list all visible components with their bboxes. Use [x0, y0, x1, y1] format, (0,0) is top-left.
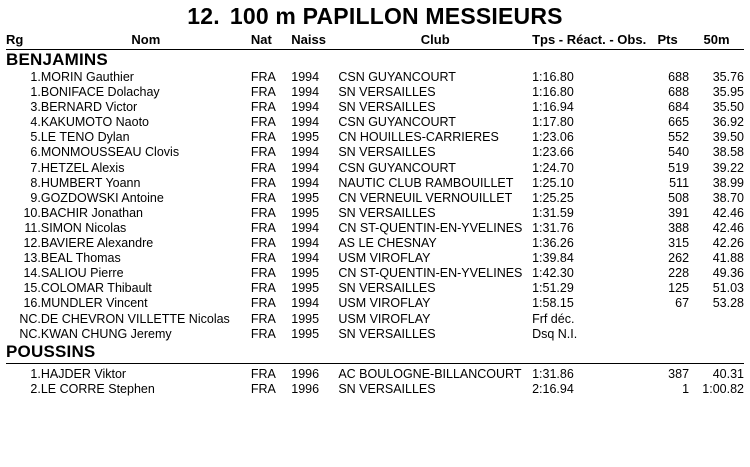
table-row	[6, 296, 744, 311]
cell-tps: 1:23.06	[532, 130, 574, 145]
cell-naiss: 1995	[291, 190, 320, 205]
cell-club: CN HOUILLES-CARRIERES	[338, 130, 499, 145]
cell-tps: 1:42.30	[532, 266, 574, 281]
cell-pts: 228	[668, 266, 690, 281]
cell-nom: BONIFACE Dolachay	[40, 85, 160, 100]
cell-club: SN VERSAILLES	[338, 85, 436, 100]
cell-pts: 1	[682, 381, 690, 396]
cell-nat: FRA	[250, 381, 276, 396]
cell-tps: 1:25.25	[532, 190, 574, 205]
cell-tps: 1:51.29	[532, 281, 574, 296]
cell-50m: 36.92	[712, 115, 744, 130]
page-title	[6, 0, 744, 32]
cell-club: CN VERNEUIL VERNOUILLET	[338, 190, 513, 205]
cell-nom: SIMON Nicolas	[40, 220, 127, 235]
cell-tps: 2:16.94	[532, 381, 574, 396]
column-header-naiss: Naiss	[291, 32, 326, 47]
table-row	[6, 382, 744, 397]
cell-club: USM VIROFLAY	[338, 251, 431, 266]
cell-50m: 35.50	[712, 100, 744, 115]
cell-tps: 1:16.94	[532, 100, 574, 115]
table-row	[6, 145, 744, 160]
cell-nom: HAJDER Viktor	[40, 366, 127, 381]
cell-nom: MONMOUSSEAU Clovis	[40, 145, 180, 160]
cell-naiss: 1996	[291, 381, 320, 396]
cell-tps: 1:31.76	[532, 220, 574, 235]
table-row	[6, 236, 744, 251]
cell-rg: 11.	[24, 220, 41, 235]
cell-tps: 1:39.84	[532, 251, 574, 266]
cell-nat: FRA	[250, 145, 276, 160]
cell-nom: HUMBERT Yoann	[40, 175, 141, 190]
table-header	[6, 32, 744, 50]
cell-naiss: 1994	[291, 115, 320, 130]
cell-50m: 39.22	[712, 160, 744, 175]
cell-50m: 42.46	[712, 205, 744, 220]
cell-club: SN VERSAILLES	[338, 326, 436, 341]
cell-nom: MUNDLER Vincent	[40, 296, 148, 311]
cell-nom: SALIOU Pierre	[40, 266, 124, 281]
cell-club: AC BOULOGNE-BILLANCOURT	[338, 366, 522, 381]
results-table	[6, 32, 744, 397]
cell-50m: 53.28	[712, 296, 744, 311]
category-label: POUSSINS	[6, 341, 96, 361]
cell-pts: 688	[668, 70, 690, 84]
cell-rg: 1.	[30, 70, 41, 84]
cell-nom: LE TENO Dylan	[40, 130, 130, 145]
table-row	[6, 176, 744, 191]
cell-rg: 13.	[23, 251, 41, 266]
cell-nat: FRA	[250, 366, 276, 381]
cell-50m: 42.26	[712, 236, 744, 251]
cell-nat: FRA	[250, 296, 276, 311]
cell-rg: 1.	[30, 85, 41, 100]
cell-50m: 35.95	[712, 85, 744, 100]
cell-pts: 508	[668, 190, 690, 205]
cell-tps: 1:58.15	[532, 296, 574, 311]
cell-club: SN VERSAILLES	[338, 100, 436, 115]
cell-nat: FRA	[250, 100, 276, 115]
table-row	[6, 115, 744, 130]
cell-naiss: 1995	[291, 205, 320, 220]
cell-nom: MORIN Gauthier	[40, 70, 134, 84]
cell-club: SN VERSAILLES	[338, 145, 436, 160]
cell-nom: LE CORRE Stephen	[40, 381, 155, 396]
cell-tps: 1:17.80	[532, 115, 574, 130]
cell-nat: FRA	[250, 220, 276, 235]
cell-rg: 4.	[30, 115, 41, 130]
column-header-50m: 50m	[703, 32, 730, 47]
cell-club: SN VERSAILLES	[338, 381, 436, 396]
cell-50m: 41.88	[712, 251, 744, 266]
cell-50m: 1:00.82	[702, 381, 744, 396]
cell-naiss: 1994	[291, 100, 320, 115]
cell-pts: 125	[668, 281, 690, 296]
cell-rg: 14.	[23, 266, 41, 281]
column-header-rg: Rg	[6, 32, 24, 47]
cell-rg: 3.	[30, 100, 41, 115]
cell-pts: 391	[668, 205, 690, 220]
cell-rg: NC.	[19, 311, 41, 326]
cell-pts	[646, 312, 689, 327]
cell-50m: 35.76	[712, 70, 744, 84]
column-header-tps: Tps - Réact. - Obs.	[532, 32, 647, 47]
cell-tps: Dsq N.I.	[532, 326, 578, 341]
cell-nat: FRA	[250, 160, 276, 175]
event-number: 12.	[187, 3, 220, 29]
cell-50m: 49.36	[712, 266, 744, 281]
cell-nom: BEAL Thomas	[40, 251, 121, 266]
table-row	[6, 130, 744, 145]
cell-50m: 40.31	[712, 366, 744, 381]
cell-pts: 519	[668, 160, 690, 175]
table-body	[6, 50, 744, 397]
cell-rg: NC.	[19, 326, 41, 341]
cell-pts	[646, 327, 689, 342]
table-row	[6, 367, 744, 382]
cell-tps: Frf déc.	[532, 311, 575, 326]
cell-nom: KWAN CHUNG Jeremy	[40, 326, 172, 341]
table-row	[6, 327, 744, 342]
cell-rg: 6.	[30, 145, 41, 160]
cell-nom: DE CHEVRON VILLETTE Nicolas	[40, 311, 230, 326]
column-header-club: Club	[420, 32, 450, 47]
cell-pts: 262	[668, 251, 690, 266]
cell-nat: FRA	[250, 266, 276, 281]
table-row	[6, 281, 744, 296]
table-row	[6, 191, 744, 206]
cell-50m	[689, 312, 744, 327]
cell-club: CN ST-QUENTIN-EN-YVELINES	[338, 266, 523, 281]
table-row	[6, 266, 744, 281]
cell-naiss: 1994	[291, 220, 320, 235]
cell-pts: 552	[668, 130, 690, 145]
cell-tps: 1:31.59	[532, 205, 574, 220]
cell-club: CN ST-QUENTIN-EN-YVELINES	[338, 220, 523, 235]
cell-rg: 1.	[30, 366, 41, 381]
table-row	[6, 251, 744, 266]
cell-club: CSN GUYANCOURT	[338, 70, 456, 84]
cell-nat: FRA	[250, 205, 276, 220]
table-row	[6, 100, 744, 115]
cell-50m: 38.99	[712, 175, 744, 190]
cell-club: SN VERSAILLES	[338, 205, 436, 220]
cell-club: NAUTIC CLUB RAMBOUILLET	[338, 175, 514, 190]
cell-pts: 665	[668, 115, 690, 130]
cell-club: USM VIROFLAY	[338, 311, 431, 326]
cell-naiss: 1994	[291, 160, 320, 175]
table-row	[6, 206, 744, 221]
category-row	[6, 50, 744, 71]
cell-naiss: 1996	[291, 366, 320, 381]
cell-naiss: 1995	[291, 266, 320, 281]
cell-nom: KAKUMOTO Naoto	[40, 115, 149, 130]
cell-tps: 1:16.80	[532, 85, 574, 100]
table-row	[6, 221, 744, 236]
cell-nat: FRA	[250, 115, 276, 130]
cell-naiss: 1995	[291, 326, 320, 341]
cell-tps: 1:23.66	[532, 145, 574, 160]
cell-nat: FRA	[250, 175, 276, 190]
cell-club: SN VERSAILLES	[338, 281, 436, 296]
cell-50m: 38.58	[712, 145, 744, 160]
column-header-nom: Nom	[131, 32, 161, 47]
cell-naiss: 1995	[291, 311, 320, 326]
cell-nat: FRA	[250, 190, 276, 205]
cell-rg: 16.	[23, 296, 41, 311]
cell-pts: 315	[668, 236, 690, 251]
cell-tps: 1:24.70	[532, 160, 574, 175]
cell-nom: BAVIERE Alexandre	[40, 236, 154, 251]
cell-nom: HETZEL Alexis	[40, 160, 125, 175]
event-title: 100 m PAPILLON MESSIEURS	[229, 3, 563, 29]
cell-pts: 688	[668, 85, 690, 100]
cell-naiss: 1994	[291, 175, 320, 190]
cell-nat: FRA	[250, 281, 276, 296]
cell-club: USM VIROFLAY	[338, 296, 431, 311]
category-row	[6, 342, 744, 362]
cell-pts: 387	[668, 366, 690, 381]
cell-nat: FRA	[250, 251, 276, 266]
cell-rg: 15.	[23, 281, 41, 296]
cell-50m: 39.50	[712, 130, 744, 145]
cell-club: AS LE CHESNAY	[338, 236, 437, 251]
cell-naiss: 1994	[291, 236, 320, 251]
table-row	[6, 85, 744, 100]
cell-nat: FRA	[250, 70, 276, 84]
cell-naiss: 1994	[291, 296, 320, 311]
cell-rg: 9.	[30, 190, 41, 205]
cell-50m: 38.70	[712, 190, 744, 205]
cell-nom: COLOMAR Thibault	[40, 281, 152, 296]
cell-nat: FRA	[250, 326, 276, 341]
cell-50m: 42.46	[712, 220, 744, 235]
cell-pts: 684	[668, 100, 690, 115]
cell-tps: 1:25.10	[532, 175, 574, 190]
cell-rg: 5.	[30, 130, 41, 145]
cell-nat: FRA	[250, 130, 276, 145]
cell-naiss: 1994	[291, 251, 320, 266]
cell-nom: BACHIR Jonathan	[40, 205, 143, 220]
cell-nat: FRA	[250, 85, 276, 100]
cell-50m	[689, 327, 744, 342]
cell-club: CSN GUYANCOURT	[338, 160, 456, 175]
cell-rg: 2.	[30, 381, 41, 396]
cell-tps: 1:16.80	[532, 70, 574, 84]
cell-nom: GOZDOWSKI Antoine	[40, 190, 164, 205]
column-header-nat: Nat	[250, 32, 272, 47]
cell-pts: 67	[675, 296, 690, 311]
category-label: BENJAMINS	[6, 50, 108, 69]
cell-pts: 388	[668, 220, 690, 235]
cell-nat: FRA	[250, 236, 276, 251]
cell-rg: 7.	[30, 160, 41, 175]
cell-tps: 1:31.86	[532, 366, 574, 381]
header-row	[6, 32, 744, 47]
cell-club: CSN GUYANCOURT	[338, 115, 456, 130]
cell-nat: FRA	[250, 311, 276, 326]
table-row	[6, 161, 744, 176]
cell-tps: 1:36.26	[532, 236, 574, 251]
cell-naiss: 1994	[291, 85, 320, 100]
cell-pts: 540	[668, 145, 690, 160]
cell-naiss: 1994	[291, 70, 320, 84]
table-row	[6, 312, 744, 327]
cell-rg: 10.	[23, 205, 41, 220]
cell-rg: 8.	[30, 175, 41, 190]
cell-pts: 511	[669, 175, 690, 190]
cell-nom: BERNARD Victor	[40, 100, 138, 115]
column-header-pts: Pts	[657, 32, 678, 47]
cell-rg: 12.	[23, 236, 41, 251]
table-row	[6, 70, 744, 85]
cell-naiss: 1994	[291, 145, 320, 160]
cell-50m: 51.03	[712, 281, 744, 296]
cell-naiss: 1995	[291, 281, 320, 296]
cell-naiss: 1995	[291, 130, 320, 145]
